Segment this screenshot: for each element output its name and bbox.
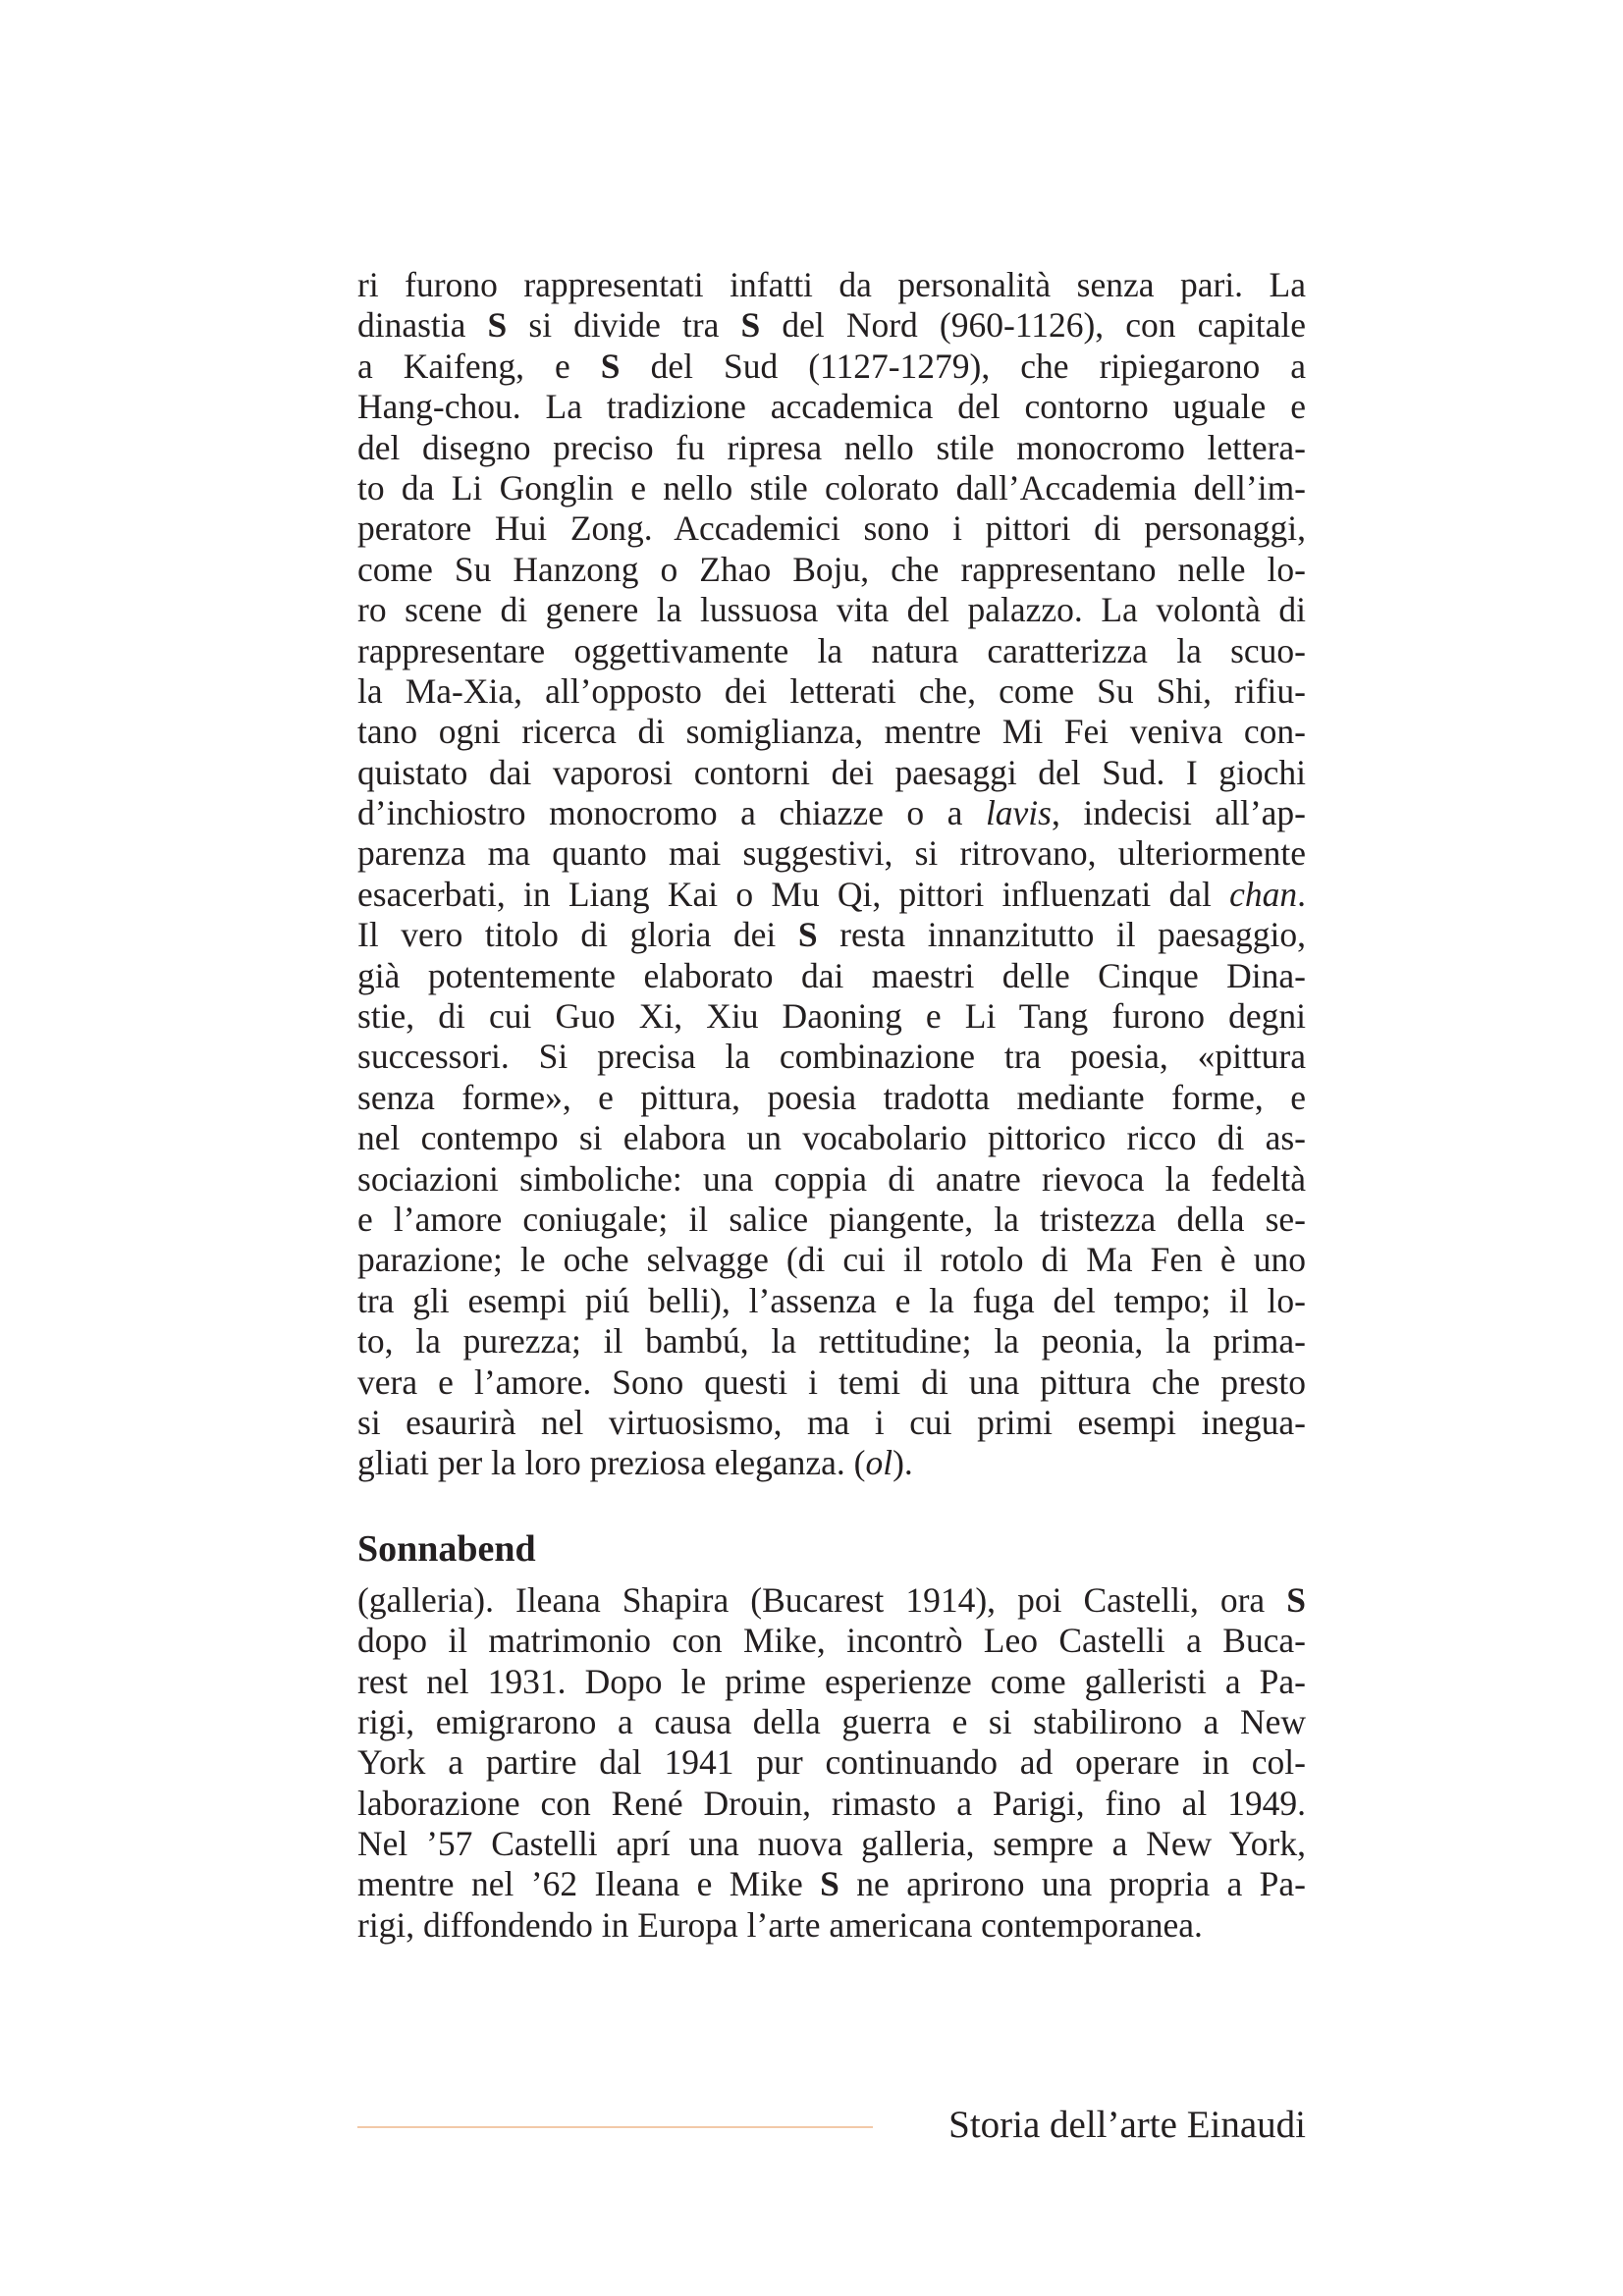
text-run: , indecisi all’ap- xyxy=(1052,793,1306,833)
italic-term: ol xyxy=(865,1443,893,1483)
paragraph1-line xyxy=(357,590,1306,630)
text-run: mentre nel ’62 Ileana e Mike xyxy=(357,1864,821,1904)
paragraph2-line xyxy=(357,1824,1306,1864)
paragraph1-line xyxy=(357,550,1306,590)
paragraph2-line xyxy=(357,1662,1306,1702)
text-run: e l’amore coniugale; il salice piangente, la tristezza della se- xyxy=(357,1199,1306,1239)
paragraph1-line xyxy=(357,1362,1306,1403)
page-body xyxy=(357,265,1306,1946)
paragraph1-line xyxy=(357,1240,1306,1280)
text-run: del Sud (1127-1279), che ripiegarono a xyxy=(620,346,1306,386)
bold-abbreviation: S xyxy=(487,305,508,346)
paragraph1-line xyxy=(357,1443,1306,1483)
paragraph1-line xyxy=(357,833,1306,874)
text-run: d’inchiostro monocromo a chiazze o a xyxy=(357,793,986,833)
text-run: peratore Hui Zong. Accademici sono i pittori di personaggi, xyxy=(357,508,1306,549)
entry-title-sonnabend: Sonnabend xyxy=(357,1527,536,1570)
paragraph1-line xyxy=(357,1037,1306,1077)
bold-abbreviation: S xyxy=(740,305,761,346)
text-run: Hang-chou. La tradizione accademica del contorno uguale e xyxy=(357,387,1306,427)
text-run: già potentemente elaborato dai maestri delle Cinque Dina- xyxy=(357,955,1306,995)
paragraph-sonnabend xyxy=(357,1580,1306,1947)
italic-term: lavis xyxy=(985,793,1052,833)
paragraph2-line xyxy=(357,1742,1306,1783)
text-run: Il vero titolo di gloria dei xyxy=(357,915,798,955)
paragraph1-line xyxy=(357,468,1306,508)
text-run: tra gli esempi piú belli), l’assenza e la fuga del tempo; il lo- xyxy=(357,1280,1306,1320)
text-run: Nel ’57 Castelli aprí una nuova galleria, sempre a New York, xyxy=(357,1824,1306,1864)
text-run: York a partire dal 1941 pur continuando ad operare in col- xyxy=(357,1742,1306,1783)
text-run: gliati per la loro preziosa eleganza. ( xyxy=(357,1443,866,1483)
paragraph1-line xyxy=(357,305,1306,346)
text-run: si esaurirà nel virtuosismo, ma i cui primi esempi inegua- xyxy=(357,1402,1306,1442)
paragraph1-line xyxy=(357,428,1306,468)
text-run: parenza ma quanto mai suggestivi, si ritrovano, ulteriormente xyxy=(357,833,1306,874)
text-run: a Kaifeng, e xyxy=(357,346,601,386)
footer-title: Storia dell’arte Einaudi xyxy=(948,2104,1306,2146)
bold-abbreviation: S xyxy=(1286,1579,1306,1620)
paragraph1-line xyxy=(357,793,1306,833)
paragraph1-line xyxy=(357,915,1306,955)
paragraph2-line xyxy=(357,1580,1306,1621)
text-run: sociazioni simboliche: una coppia di anatre rievoca la fedeltà xyxy=(357,1158,1306,1199)
text-run: parazione; le oche selvagge (di cui il rotolo di Ma Fen è uno xyxy=(357,1240,1306,1280)
text-run: to da Li Gonglin e nello stile colorato dall’Accademia dell’im- xyxy=(357,467,1306,507)
text-run: del Nord (960-1126), con capitale xyxy=(760,305,1306,346)
text-run: ). xyxy=(893,1443,913,1483)
text-run: del disegno preciso fu ripresa nello stile monocromo lettera- xyxy=(357,427,1306,467)
paragraph1-line xyxy=(357,1078,1306,1118)
paragraph2-line xyxy=(357,1621,1306,1661)
text-run: laborazione con René Drouin, rimasto a Parigi, fino al 1949. xyxy=(357,1783,1306,1823)
paragraph1-line xyxy=(357,712,1306,752)
paragraph2-line xyxy=(357,1702,1306,1742)
paragraph1-line xyxy=(357,875,1306,915)
text-run: rappresentare oggettivamente la natura caratterizza la scuo- xyxy=(357,630,1306,670)
text-run: come Su Hanzong o Zhao Boju, che rappresentano nelle lo- xyxy=(357,549,1306,589)
text-run: successori. Si precisa la combinazione tra poesia, «pittura xyxy=(357,1037,1306,1077)
paragraph2-line xyxy=(357,1784,1306,1824)
paragraph1-line xyxy=(357,631,1306,671)
paragraph1-line xyxy=(357,1403,1306,1443)
italic-term: chan xyxy=(1229,874,1298,914)
paragraph1-line xyxy=(357,1118,1306,1158)
text-run: ro scene di genere la lussuosa vita del palazzo. La volontà di xyxy=(357,590,1306,630)
text-run: tano ogni ricerca di somiglianza, mentre Mi Fei veniva con- xyxy=(357,712,1306,752)
paragraph1-line xyxy=(357,508,1306,549)
paragraph1-line xyxy=(357,753,1306,793)
paragraph2-line xyxy=(357,1905,1306,1946)
paragraph1-line xyxy=(357,1321,1306,1362)
text-run: dopo il matrimonio con Mike, incontrò Leo Castelli a Buca- xyxy=(357,1621,1306,1661)
text-run: dinastia xyxy=(357,305,488,346)
paragraph1-line xyxy=(357,956,1306,996)
text-run: quistato dai vaporosi contorni dei paesaggi del Sud. I giochi xyxy=(357,752,1306,792)
bold-abbreviation: S xyxy=(600,346,621,386)
text-run: stie, di cui Guo Xi, Xiu Daoning e Li Tang furono degni xyxy=(357,996,1306,1037)
footer-rule xyxy=(357,2126,873,2128)
paragraph1-line xyxy=(357,996,1306,1037)
text-run: rigi, emigrarono a causa della guerra e si stabilirono a New xyxy=(357,1701,1306,1741)
paragraph1-line xyxy=(357,387,1306,427)
text-run: to, la purezza; il bambú, la rettitudine; la peonia, la prima- xyxy=(357,1321,1306,1362)
paragraph-song-dynasty xyxy=(357,265,1306,1484)
text-run: esacerbati, in Liang Kai o Mu Qi, pittori influenzati dal xyxy=(357,874,1230,914)
text-run: ri furono rappresentati infatti da personalità senza pari. La xyxy=(357,265,1306,304)
paragraph1-line xyxy=(357,671,1306,712)
paragraph1-line xyxy=(357,265,1306,305)
page-footer xyxy=(357,2101,1306,2150)
bold-abbreviation: S xyxy=(797,915,818,955)
text-run: (galleria). Ileana Shapira (Bucarest 1914), poi Castelli, ora xyxy=(357,1579,1287,1620)
paragraph1-line xyxy=(357,1159,1306,1200)
text-run: resta innanzitutto il paesaggio, xyxy=(817,915,1306,955)
text-run: . xyxy=(1297,874,1306,914)
text-run: ne aprirono una propria a Pa- xyxy=(839,1864,1306,1904)
text-run: vera e l’amore. Sono questi i temi di una pittura che presto xyxy=(357,1362,1306,1402)
text-run: rest nel 1931. Dopo le prime esperienze come galleristi a Pa- xyxy=(357,1661,1306,1701)
text-run: la Ma-Xia, all’opposto dei letterati che, come Su Shi, rifiu- xyxy=(357,670,1306,711)
paragraph2-line xyxy=(357,1864,1306,1904)
text-run: senza forme», e pittura, poesia tradotta mediante forme, e xyxy=(357,1077,1306,1117)
paragraph1-line xyxy=(357,1200,1306,1240)
text-run: si divide tra xyxy=(507,305,741,346)
paragraph1-line xyxy=(357,347,1306,387)
text-run: rigi, diffondendo in Europa l’arte americana contemporanea. xyxy=(357,1904,1203,1945)
text-run: nel contempo si elabora un vocabolario pittorico ricco di as- xyxy=(357,1118,1306,1158)
paragraph1-line xyxy=(357,1281,1306,1321)
bold-abbreviation: S xyxy=(820,1864,839,1904)
